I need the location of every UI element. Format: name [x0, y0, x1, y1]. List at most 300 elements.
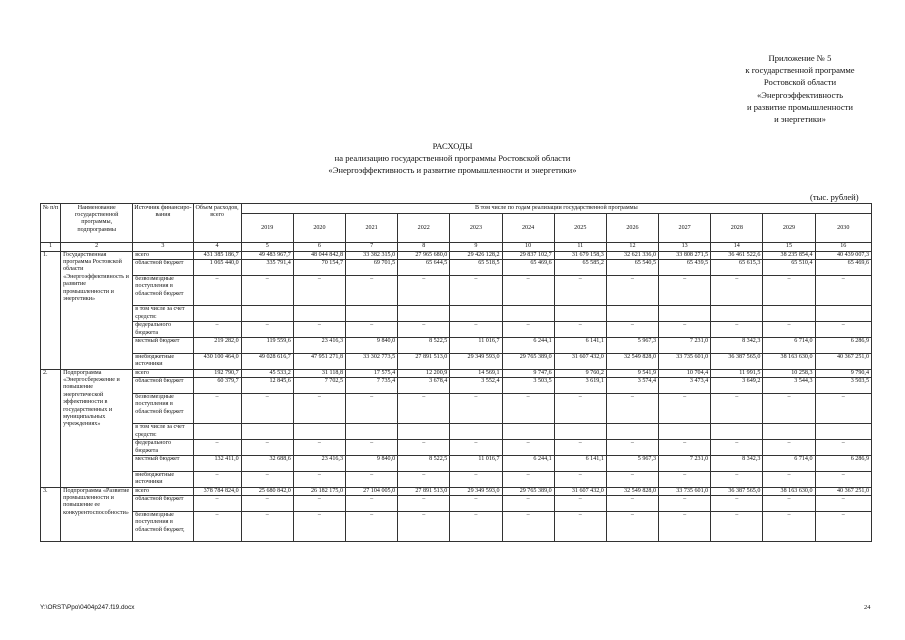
- year-amount-cell: –: [502, 471, 554, 487]
- year-amount-cell: –: [450, 496, 502, 512]
- year-amount-cell: 31 607 432,0: [554, 487, 606, 495]
- year-amount-cell: –: [763, 322, 815, 338]
- total-amount-cell: 132 411,0: [193, 456, 241, 472]
- year-amount-cell: 7 735,4: [346, 378, 398, 394]
- year-amount-cell: –: [450, 471, 502, 487]
- year-amount-cell: [711, 306, 763, 322]
- year-amount-cell: –: [711, 322, 763, 338]
- year-amount-cell: [659, 424, 711, 440]
- year-amount-cell: –: [606, 471, 658, 487]
- appendix-block: [700, 52, 900, 125]
- total-amount-cell: 192 790,7: [193, 369, 241, 377]
- year-amount-cell: [502, 424, 554, 440]
- year-amount-cell: 6 286,9: [815, 456, 871, 472]
- year-amount-cell: 7 702,5: [293, 378, 345, 394]
- year-amount-cell: 6 244,1: [502, 456, 554, 472]
- year-amount-cell: 65 439,5: [659, 260, 711, 276]
- year-amount-cell: 32 688,6: [241, 456, 293, 472]
- year-amount-cell: –: [763, 496, 815, 512]
- year-amount-cell: –: [293, 440, 345, 456]
- year-amount-cell: –: [502, 511, 554, 542]
- year-amount-cell: –: [241, 471, 293, 487]
- year-amount-cell: –: [554, 322, 606, 338]
- total-amount-cell: 431 385 186,7: [193, 251, 241, 259]
- expenses-table: [40, 203, 872, 542]
- year-amount-cell: 27 891 513,0: [398, 353, 450, 369]
- year-amount-cell: 23 416,3: [293, 338, 345, 354]
- funding-source: областной бюджет: [133, 496, 193, 512]
- year-amount-cell: 32 549 828,0: [606, 487, 658, 495]
- year-amount-cell: [815, 306, 871, 322]
- year-amount-cell: –: [815, 496, 871, 512]
- year-amount-cell: 6 714,0: [763, 338, 815, 354]
- year-amount-cell: 29 765 389,0: [502, 487, 554, 495]
- appendix-line: к государственной программе: [745, 65, 855, 76]
- year-amount-cell: [502, 306, 554, 322]
- year-amount-cell: 7 231,0: [659, 456, 711, 472]
- year-amount-cell: 8 342,3: [711, 338, 763, 354]
- table-row: [41, 251, 872, 259]
- year-amount-cell: –: [659, 322, 711, 338]
- table-row: [41, 260, 872, 276]
- header-year: 2026: [606, 214, 658, 243]
- year-amount-cell: –: [763, 511, 815, 542]
- year-amount-cell: 65 644,5: [398, 260, 450, 276]
- header-year: 2020: [293, 214, 345, 243]
- year-amount-cell: 11 016,7: [450, 338, 502, 354]
- year-amount-cell: –: [659, 440, 711, 456]
- year-amount-cell: 32 621 336,0: [606, 251, 658, 259]
- year-amount-cell: 45 533,2: [241, 369, 293, 377]
- year-amount-cell: 3 503,5: [815, 378, 871, 394]
- year-amount-cell: [398, 306, 450, 322]
- year-amount-cell: 3 649,2: [711, 378, 763, 394]
- year-amount-cell: –: [398, 322, 450, 338]
- year-amount-cell: 33 302 773,5: [346, 353, 398, 369]
- footer-file-path: Y:\ORST\Ppo\0404p247.f19.docx: [40, 604, 135, 611]
- year-amount-cell: –: [450, 511, 502, 542]
- year-amount-cell: –: [398, 511, 450, 542]
- column-number: 10: [502, 243, 554, 251]
- year-amount-cell: 38 163 630,0: [763, 487, 815, 495]
- funding-source: безвозмездные поступления в областной бюджет: [133, 275, 193, 306]
- header-source: Источник финансиро-вания: [133, 204, 193, 243]
- year-amount-cell: 65 585,2: [554, 260, 606, 276]
- year-amount-cell: –: [346, 393, 398, 424]
- section-number: 1.: [41, 251, 61, 369]
- year-amount-cell: [711, 424, 763, 440]
- year-amount-cell: –: [502, 275, 554, 306]
- column-number: 9: [450, 243, 502, 251]
- year-amount-cell: 3 552,4: [450, 378, 502, 394]
- year-amount-cell: 3 574,4: [606, 378, 658, 394]
- year-amount-cell: 40 367 251,0: [815, 353, 871, 369]
- total-amount-cell: [193, 306, 241, 322]
- year-amount-cell: 31 607 432,0: [554, 353, 606, 369]
- total-amount-cell: –: [193, 471, 241, 487]
- year-amount-cell: 65 518,5: [450, 260, 502, 276]
- year-amount-cell: –: [606, 496, 658, 512]
- total-amount-cell: 1 065 440,0: [193, 260, 241, 276]
- year-amount-cell: 49 483 967,7: [241, 251, 293, 259]
- year-amount-cell: –: [293, 471, 345, 487]
- year-amount-cell: 25 680 842,0: [241, 487, 293, 495]
- year-amount-cell: –: [711, 440, 763, 456]
- year-amount-cell: –: [659, 393, 711, 424]
- total-amount-cell: [193, 424, 241, 440]
- funding-source: в том числе за счет средств:: [133, 424, 193, 440]
- year-amount-cell: [606, 424, 658, 440]
- year-amount-cell: [398, 424, 450, 440]
- column-number: 1: [41, 243, 61, 251]
- header-num: № п/п: [41, 204, 61, 243]
- funding-source: всего: [133, 487, 193, 495]
- program-name: Подпрограмма «Энергосбережение и повышение энергетической эффективности в государственных и муниципальных учреждениях»: [61, 369, 133, 487]
- year-amount-cell: 65 615,3: [711, 260, 763, 276]
- year-amount-cell: –: [502, 393, 554, 424]
- year-amount-cell: 36 387 565,0: [711, 487, 763, 495]
- year-amount-cell: [606, 306, 658, 322]
- table-row: [41, 275, 872, 306]
- year-amount-cell: –: [398, 471, 450, 487]
- year-amount-cell: 9 541,9: [606, 369, 658, 377]
- table-row: [41, 487, 872, 495]
- year-amount-cell: 9 790,4: [815, 369, 871, 377]
- funding-source: федерального бюджета: [133, 322, 193, 338]
- table-row: [41, 456, 872, 472]
- year-amount-cell: –: [815, 393, 871, 424]
- year-amount-cell: 33 808 271,5: [659, 251, 711, 259]
- year-amount-cell: 47 951 271,8: [293, 353, 345, 369]
- header-volume: Объем расходов, всего: [193, 204, 241, 243]
- year-amount-cell: 29 349 593,0: [450, 487, 502, 495]
- year-amount-cell: 65 469,6: [815, 260, 871, 276]
- year-amount-cell: 6 286,9: [815, 338, 871, 354]
- year-amount-cell: 36 387 565,0: [711, 353, 763, 369]
- header-year: 2021: [346, 214, 398, 243]
- total-amount-cell: 219 282,0: [193, 338, 241, 354]
- year-amount-cell: 11 991,5: [711, 369, 763, 377]
- year-amount-cell: [241, 306, 293, 322]
- year-amount-cell: –: [346, 322, 398, 338]
- year-amount-cell: 31 118,8: [293, 369, 345, 377]
- year-amount-cell: –: [606, 440, 658, 456]
- table-row: [41, 322, 872, 338]
- year-amount-cell: 3 503,5: [502, 378, 554, 394]
- year-amount-cell: [554, 306, 606, 322]
- year-amount-cell: 3 619,1: [554, 378, 606, 394]
- year-amount-cell: 27 965 680,0: [398, 251, 450, 259]
- units-label: (тыс. рублей): [810, 192, 859, 202]
- column-number: 16: [815, 243, 871, 251]
- column-number: 7: [346, 243, 398, 251]
- year-amount-cell: 29 349 593,0: [450, 353, 502, 369]
- section-number: 3.: [41, 487, 61, 542]
- total-amount-cell: –: [193, 440, 241, 456]
- year-amount-cell: –: [502, 440, 554, 456]
- year-amount-cell: 69 701,5: [346, 260, 398, 276]
- funding-source: внебюджетные источники: [133, 471, 193, 487]
- year-amount-cell: –: [659, 496, 711, 512]
- year-amount-cell: –: [346, 275, 398, 306]
- header-year: 2028: [711, 214, 763, 243]
- year-amount-cell: –: [293, 393, 345, 424]
- appendix-line: «Энергоэффективность: [756, 89, 843, 100]
- column-number: 6: [293, 243, 345, 251]
- year-amount-cell: 36 461 522,6: [711, 251, 763, 259]
- column-number: 14: [711, 243, 763, 251]
- year-amount-cell: –: [659, 275, 711, 306]
- table-row: [41, 471, 872, 487]
- year-amount-cell: [763, 424, 815, 440]
- funding-source: безвозмездные поступления в областной бюджет,: [133, 511, 193, 542]
- header-year: 2019: [241, 214, 293, 243]
- year-amount-cell: 6 141,1: [554, 456, 606, 472]
- year-amount-cell: –: [659, 511, 711, 542]
- funding-source: областной бюджет: [133, 260, 193, 276]
- year-amount-cell: –: [293, 496, 345, 512]
- year-amount-cell: 10 258,3: [763, 369, 815, 377]
- year-amount-cell: –: [241, 440, 293, 456]
- header-year: 2022: [398, 214, 450, 243]
- year-amount-cell: –: [815, 440, 871, 456]
- year-amount-cell: –: [815, 471, 871, 487]
- year-amount-cell: –: [659, 471, 711, 487]
- year-amount-cell: 33 735 601,0: [659, 353, 711, 369]
- year-amount-cell: –: [711, 393, 763, 424]
- year-amount-cell: [815, 424, 871, 440]
- year-amount-cell: 12 200,9: [398, 369, 450, 377]
- year-amount-cell: –: [450, 393, 502, 424]
- program-name: Подпрограмма «Развитие промышленности и повышение ее конкурентоспособности»: [61, 487, 133, 542]
- year-amount-cell: 31 679 158,3: [554, 251, 606, 259]
- year-amount-cell: 26 182 175,0: [293, 487, 345, 495]
- year-amount-cell: –: [554, 511, 606, 542]
- table-row: [41, 353, 872, 369]
- total-amount-cell: –: [193, 496, 241, 512]
- year-amount-cell: 10 704,4: [659, 369, 711, 377]
- table-row: [41, 440, 872, 456]
- year-amount-cell: –: [450, 322, 502, 338]
- year-amount-cell: –: [711, 471, 763, 487]
- appendix-line: и энергетики»: [774, 114, 826, 125]
- year-amount-cell: –: [606, 322, 658, 338]
- year-amount-cell: –: [815, 322, 871, 338]
- year-amount-cell: –: [346, 471, 398, 487]
- year-amount-cell: 8 342,3: [711, 456, 763, 472]
- year-amount-cell: –: [241, 393, 293, 424]
- year-amount-cell: –: [293, 511, 345, 542]
- total-amount-cell: –: [193, 393, 241, 424]
- year-amount-cell: –: [554, 393, 606, 424]
- total-amount-cell: 378 784 824,0: [193, 487, 241, 495]
- doc-title: РАСХОДЫ: [432, 141, 473, 151]
- year-amount-cell: 5 967,3: [606, 456, 658, 472]
- year-amount-cell: [659, 306, 711, 322]
- year-amount-cell: 11 016,7: [450, 456, 502, 472]
- year-amount-cell: 70 154,7: [293, 260, 345, 276]
- column-number: 2: [61, 243, 133, 251]
- year-amount-cell: –: [398, 393, 450, 424]
- year-amount-cell: 14 569,1: [450, 369, 502, 377]
- section-number: 2.: [41, 369, 61, 487]
- year-amount-cell: 119 559,6: [241, 338, 293, 354]
- year-amount-cell: –: [711, 275, 763, 306]
- table-row: [41, 511, 872, 542]
- year-amount-cell: 40 439 007,3: [815, 251, 871, 259]
- year-amount-cell: 48 044 842,8: [293, 251, 345, 259]
- year-amount-cell: 8 522,5: [398, 456, 450, 472]
- year-amount-cell: 29 837 102,7: [502, 251, 554, 259]
- header-year: 2027: [659, 214, 711, 243]
- funding-source: местный бюджет: [133, 338, 193, 354]
- year-amount-cell: 9 747,6: [502, 369, 554, 377]
- funding-source: федерального бюджета: [133, 440, 193, 456]
- year-amount-cell: [293, 424, 345, 440]
- year-amount-cell: 9 840,0: [346, 456, 398, 472]
- year-amount-cell: 32 549 828,0: [606, 353, 658, 369]
- year-amount-cell: [241, 424, 293, 440]
- table-row: [41, 369, 872, 377]
- year-amount-cell: 29 426 128,2: [450, 251, 502, 259]
- year-amount-cell: –: [398, 496, 450, 512]
- year-amount-cell: 38 235 854,4: [763, 251, 815, 259]
- year-amount-cell: 33 735 601,0: [659, 487, 711, 495]
- year-amount-cell: –: [554, 496, 606, 512]
- appendix-line: и развитие промышленности: [746, 101, 854, 112]
- year-amount-cell: [346, 306, 398, 322]
- doc-subtitle-program: «Энергоэффективность и развитие промышленности и энергетики»: [328, 165, 577, 175]
- table-row: [41, 393, 872, 424]
- year-amount-cell: 40 367 251,0: [815, 487, 871, 495]
- year-amount-cell: –: [606, 275, 658, 306]
- funding-source: всего: [133, 369, 193, 377]
- total-amount-cell: –: [193, 322, 241, 338]
- year-amount-cell: –: [346, 496, 398, 512]
- year-amount-cell: 335 791,4: [241, 260, 293, 276]
- column-number: 4: [193, 243, 241, 251]
- year-amount-cell: 65 469,6: [502, 260, 554, 276]
- year-amount-cell: 49 028 616,7: [241, 353, 293, 369]
- year-amount-cell: –: [815, 275, 871, 306]
- column-number: 13: [659, 243, 711, 251]
- year-amount-cell: –: [398, 440, 450, 456]
- year-amount-cell: –: [241, 275, 293, 306]
- table-row: [41, 306, 872, 322]
- total-amount-cell: –: [193, 275, 241, 306]
- year-amount-cell: 9 840,0: [346, 338, 398, 354]
- year-amount-cell: –: [554, 440, 606, 456]
- year-amount-cell: 6 141,1: [554, 338, 606, 354]
- year-amount-cell: 6 244,1: [502, 338, 554, 354]
- year-amount-cell: –: [606, 393, 658, 424]
- year-amount-cell: –: [606, 511, 658, 542]
- table-row: [41, 338, 872, 354]
- year-amount-cell: –: [293, 322, 345, 338]
- total-amount-cell: 430 100 464,0: [193, 353, 241, 369]
- year-amount-cell: –: [815, 511, 871, 542]
- year-amount-cell: –: [502, 496, 554, 512]
- appendix-line: Ростовской области: [763, 77, 837, 88]
- year-amount-cell: 8 522,5: [398, 338, 450, 354]
- year-amount-cell: –: [398, 275, 450, 306]
- header-year: 2030: [815, 214, 871, 243]
- year-amount-cell: –: [502, 322, 554, 338]
- total-amount-cell: 60 379,7: [193, 378, 241, 394]
- year-amount-cell: [346, 424, 398, 440]
- year-amount-cell: [450, 424, 502, 440]
- header-years-group: В том числе по годам реализации государственной программы: [241, 204, 871, 214]
- year-amount-cell: 27 891 513,0: [398, 487, 450, 495]
- year-amount-cell: 7 231,0: [659, 338, 711, 354]
- funding-source: областной бюджет: [133, 378, 193, 394]
- column-number: 3: [133, 243, 193, 251]
- header-year: 2023: [450, 214, 502, 243]
- header-year: 2025: [554, 214, 606, 243]
- funding-source: безвозмездные поступления в областной бюджет: [133, 393, 193, 424]
- year-amount-cell: –: [554, 275, 606, 306]
- year-amount-cell: 3 473,4: [659, 378, 711, 394]
- year-amount-cell: –: [450, 440, 502, 456]
- year-amount-cell: –: [711, 496, 763, 512]
- year-amount-cell: –: [711, 511, 763, 542]
- year-amount-cell: 65 540,5: [606, 260, 658, 276]
- year-amount-cell: 38 163 630,0: [763, 353, 815, 369]
- year-amount-cell: 9 760,2: [554, 369, 606, 377]
- year-amount-cell: 33 382 315,0: [346, 251, 398, 259]
- column-number: 5: [241, 243, 293, 251]
- year-amount-cell: –: [554, 471, 606, 487]
- program-name: Государственная программа Ростовской области «Энергоэффективность и развитие промышленности и энергетики»: [61, 251, 133, 369]
- funding-source: местный бюджет: [133, 456, 193, 472]
- column-number: 8: [398, 243, 450, 251]
- table-row: [41, 424, 872, 440]
- funding-source: внебюджетные источники: [133, 353, 193, 369]
- year-amount-cell: –: [763, 440, 815, 456]
- year-amount-cell: –: [241, 496, 293, 512]
- year-amount-cell: 17 575,4: [346, 369, 398, 377]
- table-row: [41, 496, 872, 512]
- header-year: 2029: [763, 214, 815, 243]
- table-row: [41, 378, 872, 394]
- doc-subtitle: на реализацию государственной программы Ростовской области: [334, 153, 571, 163]
- year-amount-cell: –: [346, 511, 398, 542]
- year-amount-cell: –: [346, 440, 398, 456]
- year-amount-cell: 12 845,6: [241, 378, 293, 394]
- funding-source: всего: [133, 251, 193, 259]
- year-amount-cell: –: [450, 275, 502, 306]
- year-amount-cell: [450, 306, 502, 322]
- year-amount-cell: 3 544,3: [763, 378, 815, 394]
- year-amount-cell: 27 104 005,0: [346, 487, 398, 495]
- year-amount-cell: [763, 306, 815, 322]
- year-amount-cell: 65 510,4: [763, 260, 815, 276]
- year-amount-cell: 23 416,3: [293, 456, 345, 472]
- year-amount-cell: –: [763, 471, 815, 487]
- year-amount-cell: –: [293, 275, 345, 306]
- total-amount-cell: –: [193, 511, 241, 542]
- year-amount-cell: [554, 424, 606, 440]
- appendix-line: Приложение № 5: [768, 53, 832, 63]
- year-amount-cell: 3 678,4: [398, 378, 450, 394]
- header-year: 2024: [502, 214, 554, 243]
- year-amount-cell: –: [763, 393, 815, 424]
- year-amount-cell: –: [763, 275, 815, 306]
- page-number: 24: [864, 604, 871, 611]
- year-amount-cell: [293, 306, 345, 322]
- funding-source: в том числе за счет средств:: [133, 306, 193, 322]
- header-name: Наименование государственной программы, подпрограммы: [61, 204, 133, 243]
